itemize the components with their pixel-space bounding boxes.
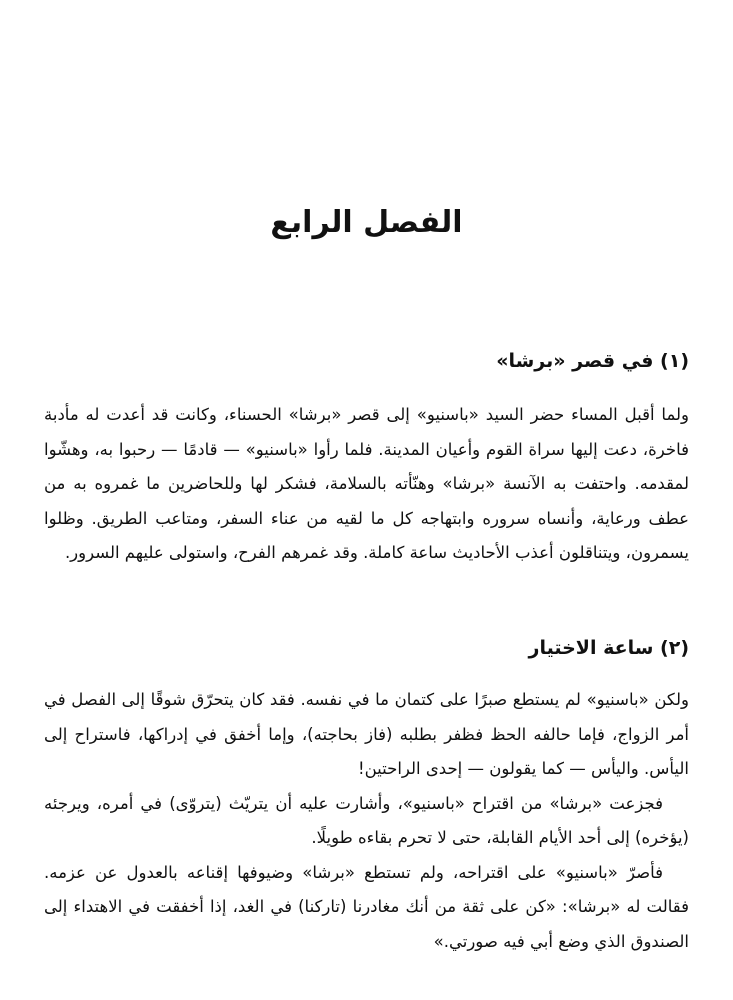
paragraph: ولكن «باسنيو» لم يستطع صبرًا على كتمان ما في نفسه. فقد كان يتحرّق شوقًا إلى الفصل في أمر الزواج، فإما حالفه الحظ فظفر بطلبه (فاز بحاجته)، وإما أخفق في إدراكها، فاستراح إلى اليأس. واليأس — كما يقولون — إحدى الراحتين! (44, 690, 689, 778)
chapter-title: الفصل الرابع (270, 205, 463, 240)
section-heading-2: (٢) ساعة الاختيار (528, 637, 689, 659)
paragraph: فأصرّ «باسنيو» على اقتراحه، ولم تستطع «برشا» وضيوفها إقناعه بالعدول عن عزمه. فقالت له «برشا»: «كن على ثقة من أنك مغادرنا (تاركنا) في الغد، إذا أخفقت في الاهتداء إلى الصندوق الذي وضع أبي فيه صورتي.» (44, 862, 689, 951)
section-heading-1: (١) في قصر «برشا» (496, 350, 689, 372)
paragraph: ولما أقبل المساء حضر السيد «باسنيو» إلى قصر «برشا» الحسناء، وكانت قد أعدت له مأدبة فاخرة، دعت إليها سراة القوم وأعيان المدينة. فلما رأوا «باسنيو» — قادمًا — رحبوا به، وهشّوا لمقدمه. واحتفت به الآنسة «برشا» وهنّأته بالسلامة، فشكر لها وللحاضرين ما غمروه به من عطف ورعاية، وأنساه سروره وابتهاجه كل ما لقيه من عناء السفر، ومتاعب الطريق. وظلوا يسمرون، ويتناقلون أعذب الأحاديث ساعة كاملة. وقد غمرهم الفرح، واستولى عليهم السرور. (44, 405, 689, 562)
paragraph: فجزعت «برشا» من اقتراح «باسنيو»، وأشارت عليه أن يتريّث (يتروّى) في أمره، ويرجئه (يؤخره) إلى أحد الأيام القابلة، حتى لا تحرم بقاءه طويلًا. (44, 793, 689, 847)
section-body-1 (44, 398, 689, 571)
section-body-2 (44, 683, 689, 959)
